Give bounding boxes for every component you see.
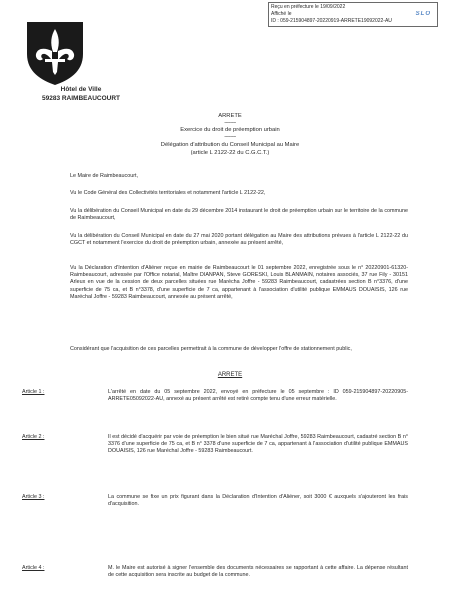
article-2-text: Il est décidé d'acquérir par voie de préemption le bien situé rue Maréchal Joffre, 59283 Raimbeaucourt, cadastré section B n° 3376 d'une superficie de 75 ca, et B n° 3378 d'une superficie de 7 ca, appartenant à l'association d'utilité publique EMMAUS DOUAISIS, 126 rue Maréchal Joffre - 59283 Raimbeaucourt. — [108, 434, 408, 455]
fleur-de-lis-crest-icon — [24, 20, 86, 86]
stamp-received-line: Reçu en préfecture le 19/09/2022 — [271, 4, 346, 10]
town-hall-name: Hôtel de Ville — [60, 86, 102, 93]
stamp-brand-logo: SLO — [415, 11, 431, 17]
arrete-section-title: ARRETE — [217, 372, 243, 378]
prefecture-receipt-stamp — [268, 2, 438, 27]
separator-line: -------- — [224, 134, 236, 140]
delegation-line: Délégation d'attribution du Conseil Municipal au Maire — [160, 142, 300, 148]
preamble-vu-1: Vu le Code Général des Collectivités territoriales et notamment l'article L 2122-22, — [70, 190, 266, 196]
separator-line: -------- — [224, 120, 236, 126]
article-2-label: Article 2 : — [22, 434, 45, 440]
decree-title: ARRETE — [218, 113, 242, 119]
article-1-label: Article 1 : — [22, 389, 45, 395]
article-4-label: Article 4 : — [22, 565, 45, 571]
preamble-vu-2: Vu la délibération du Conseil Municipal en date du 29 décembre 2014 instaurant le droit de préemption urbain sur le territoire de la commune de Raimbeaucourt, — [70, 208, 408, 222]
article-4-text: M. le Maire est autorisé à signer l'ensemble des documents nécessaires se rapportant à cette affaire. La dépense résultant de cette acquisition sera inscrite au budget de la commune. — [108, 565, 408, 579]
town-hall-header — [26, 85, 136, 103]
stamp-id-line: ID : 059-215904897-20220919-ARRETE19092022-AU — [271, 18, 392, 24]
preamble-vu-3: Vu la délibération du Conseil Municipal en date du 27 mai 2020 portant délégation au Maire des attributions prévues à l'article L 2122-22 du CGCT et notamment l'exercice du droit de préemption urbain, annexée au présent arrêté, — [70, 233, 408, 247]
article-1-text: L'arrêté en date du 05 septembre 2022, envoyé en préfecture le 05 septembre : ID 059-215904897-20220905- ARRETE05092022-AU, annexé au présent arrêté est retiré compte tenu d'une erreur matérielle. — [108, 389, 408, 403]
article-reference: (article L 2122-22 du C.G.C.T.) — [190, 150, 270, 156]
stamp-posted-text: Affiché le — [271, 11, 292, 17]
town-hall-city: 59283 RAIMBEAUCOURT — [41, 95, 121, 102]
stamp-posted-line — [271, 11, 435, 18]
decree-subject: Exercice du droit de préemption urbain — [180, 127, 280, 133]
article-3-text: La commune se fixe un prix figurant dans la Déclaration d'Intention d'Aliéner, soit 3000 € auxquels s'ajouteront les frais d'acquisition. — [108, 494, 408, 508]
article-3-label: Article 3 : — [22, 494, 45, 500]
preamble-intro: Le Maire de Raimbeaucourt, — [70, 173, 139, 179]
preamble-considerant: Considérant que l'acquisition de ces parcelles permettrait à la commune de développer l'offre de stationnement public, — [70, 346, 352, 352]
preamble-vu-4: Vu la Déclaration d'Intention d'Aliéner reçue en mairie de Raimbeaucourt le 01 septembre 2022, enregistrée sous le n° 20220901-61320-Raimbeaucourt, adressée par l'Office notarial, Maître DIANPAN, Steve GORESKI, Louis BLANMAIN, notaires associés, 37 rue Fily - 30151 Arleux en vue de la cession de deux parcelles situées rue Marécha Joffre - 59283 Raimbeaucourt, cadastrées section B n°3376, d'une superficie de 75 ca, et B n°3378, d'une superficie de 7 ca, appartenant à l'association d'utilité publique EMMAUS DOUAISIS, 126 rue Maréchal Joffre - 59283 Raimbeaucourt, annexée au présent arrêté, — [70, 265, 408, 300]
